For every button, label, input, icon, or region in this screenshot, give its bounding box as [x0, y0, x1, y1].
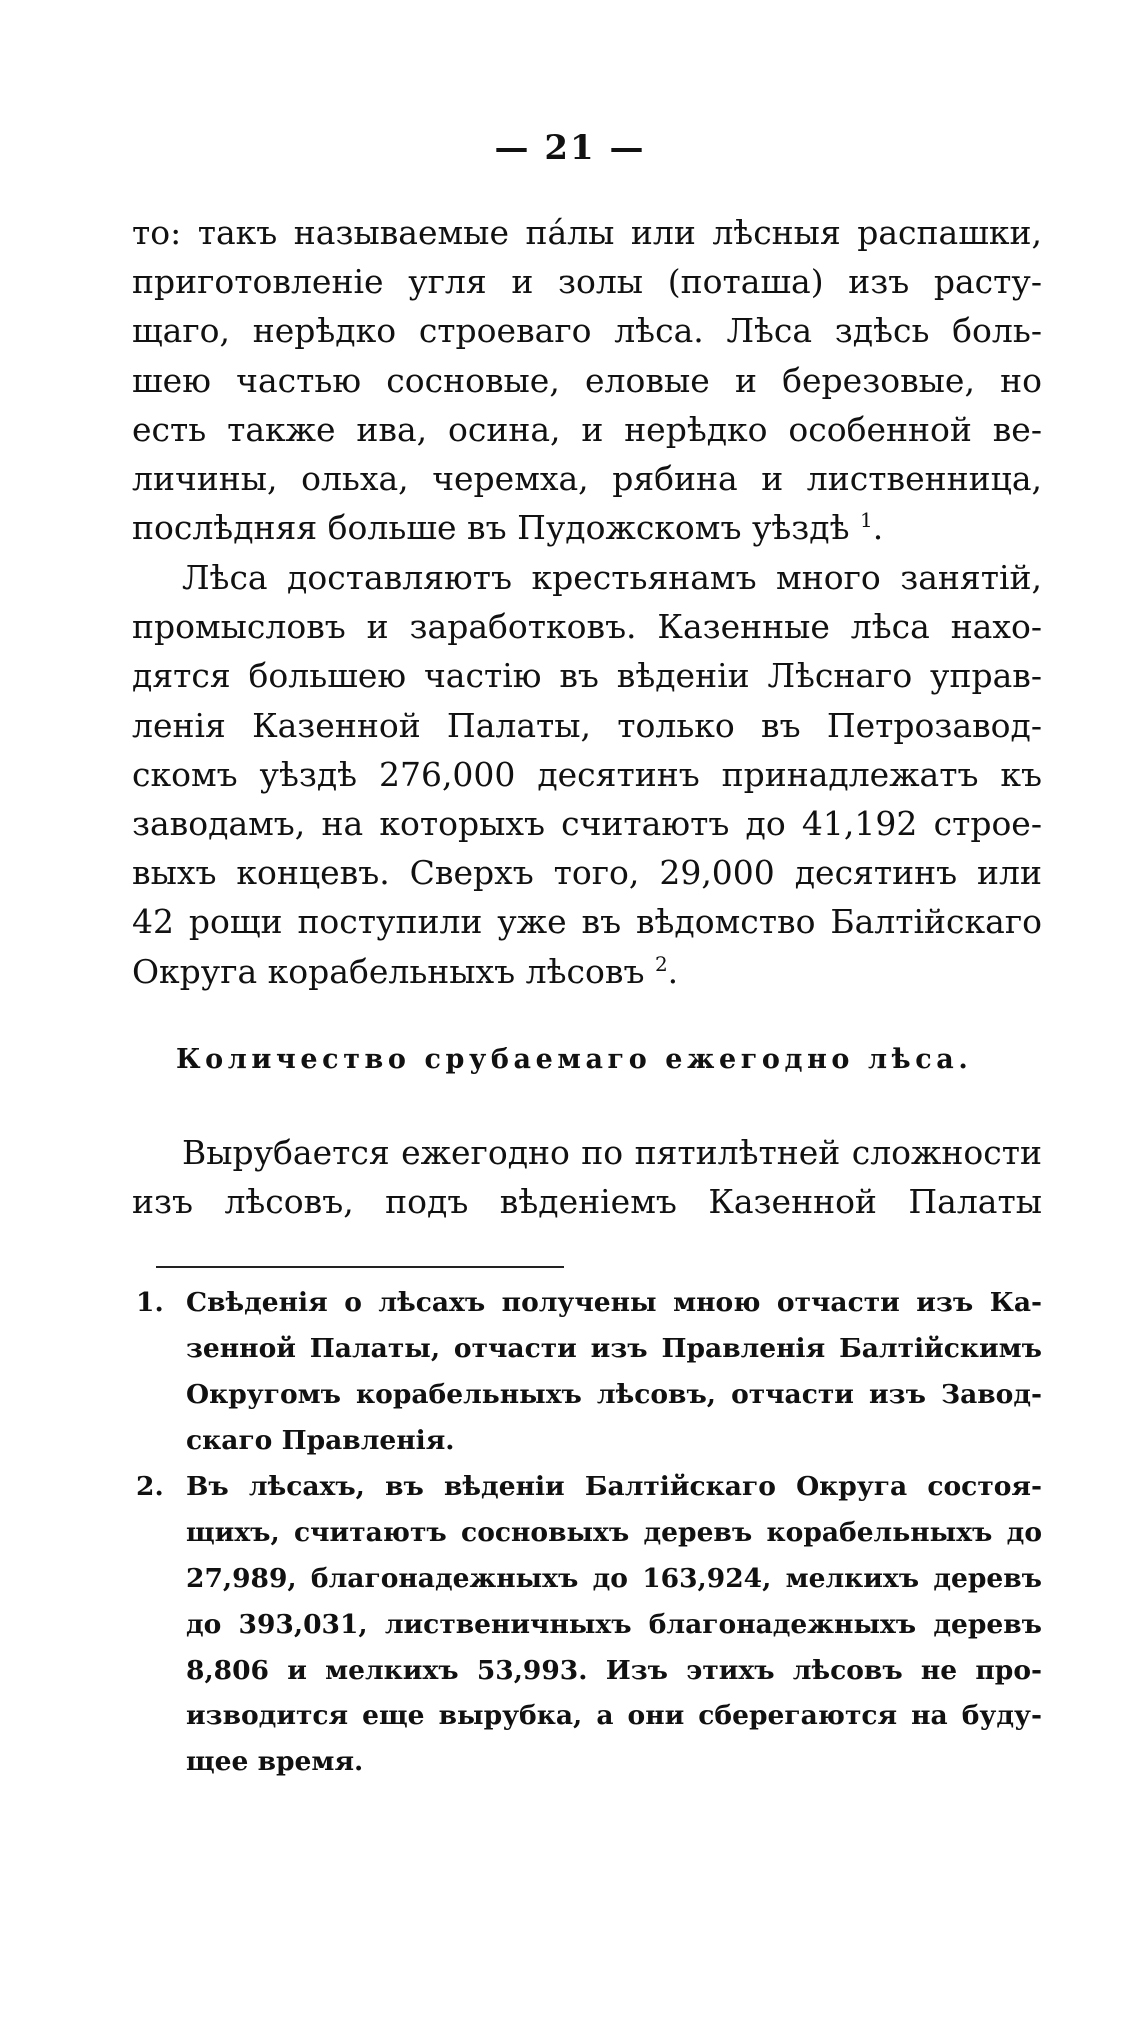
paragraph-1-line: личины, ольха, черемха, рябина и лиственница, [132, 458, 1042, 498]
footnote-2-number: 2. [136, 1471, 164, 1502]
paragraph-3 [132, 1128, 1042, 1226]
footnote-line: щее время. [186, 1746, 364, 1778]
paragraph-2-line-text: Округа корабельныхъ лѣсовъ [132, 951, 645, 991]
paragraph-2-line: заводамъ, на которыхъ считаютъ до 41,192 строе- [132, 803, 1042, 843]
paragraph-2-line: Лѣса доставляютъ крестьянамъ много занятій, [182, 558, 1042, 597]
paragraph-2-line: ленія Казенной Палаты, только въ Петрозавод- [132, 705, 1042, 745]
footnote-line: Округомъ корабельныхъ лѣсовъ, отчасти изъ Завод- [186, 1378, 1042, 1410]
footnote-line: 8,806 и мелкихъ 53,993. Изъ этихъ лѣсовъ не про- [186, 1654, 1042, 1686]
section-heading: Количество срубаемаго ежегодно лѣса. [176, 1044, 973, 1075]
footnote-ref-2: 2 [654, 951, 668, 976]
footnote-2 [132, 1464, 1042, 1785]
footnote-line: Свѣденія о лѣсахъ получены мною отчасти изъ Ка- [186, 1287, 1042, 1318]
paragraph-2-last-line [132, 947, 1042, 996]
paragraph-2-line: 42 рощи поступили уже въ вѣдомство Балтійскаго [132, 902, 1042, 942]
paragraph-2-line: скомъ уѣздѣ 276,000 десятинъ принадлежатъ къ [132, 754, 1042, 794]
footnote-line: Въ лѣсахъ, въ вѣденіи Балтійскаго Округа состоя- [186, 1471, 1042, 1502]
footnote-line: до 393,031, лиственичныхъ благонадежныхъ деревъ [186, 1608, 1042, 1640]
footnote-ref-1: 1 [859, 508, 873, 533]
paragraph-1-line-text: послѣдняя больше въ Пудожскомъ уѣздѣ [132, 508, 850, 548]
paragraph-1-line: есть также ива, осина, и нерѣдко особенной ве- [132, 409, 1042, 449]
paragraph-2 [132, 553, 1042, 996]
paragraph-1 [132, 208, 1042, 552]
paragraph-1-line: шею частью сосновые, еловые и березовые, но [132, 360, 1042, 400]
footnote-1 [132, 1280, 1042, 1464]
page-number: — 21 — [494, 128, 646, 168]
paragraph-2-end: . [667, 951, 679, 991]
paragraph-3-line: Вырубается ежегодно по пятилѣтней сложности [182, 1133, 1042, 1172]
footnote-1-number: 1. [136, 1287, 164, 1318]
footnote-line: зенной Палаты, отчасти изъ Правленія Балтійскимъ [186, 1332, 1042, 1364]
paragraph-2-line: выхъ концевъ. Сверхъ того, 29,000 десятинъ или [132, 853, 1042, 893]
paragraph-1-line: приготовленіе угля и золы (поташа) изъ расту- [132, 262, 1042, 302]
footnote-line: изводится еще вырубка, а они сберегаются на буду- [186, 1700, 1042, 1732]
paragraph-2-line: дятся большею частію въ вѣденіи Лѣснаго управ- [132, 656, 1042, 696]
paragraph-1-line: то: такъ называемые пáлы или лѣсныя распашки, [132, 213, 1042, 252]
paragraph-1-end: . [872, 508, 884, 548]
paragraph-1-line: щаго, нерѣдко строеваго лѣса. Лѣса здѣсь боль- [132, 311, 1042, 351]
footnote-separator [156, 1266, 564, 1268]
footnote-line: скаго Правленія. [186, 1424, 455, 1456]
paragraph-1-last-line [132, 503, 1042, 552]
paragraph-3-line: изъ лѣсовъ, подъ вѣденіемъ Казенной Палаты [132, 1182, 1042, 1222]
footnote-line: 27,989, благонадежныхъ до 163,924, мелкихъ деревъ [186, 1562, 1042, 1594]
paragraph-2-line: промысловъ и заработковъ. Казенные лѣса нахо- [132, 607, 1042, 647]
footnote-line: щихъ, считаютъ сосновыхъ деревъ корабельныхъ до [186, 1516, 1042, 1548]
